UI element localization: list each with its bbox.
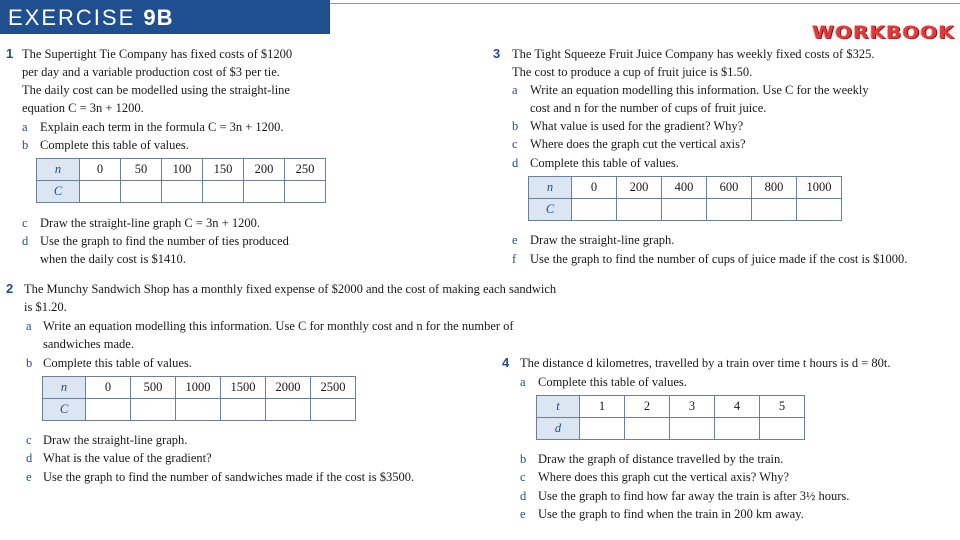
q3-line-2: The cost to produce a cup of fruit juice is $1.50.: [512, 65, 753, 79]
q3f-text: Use the graph to find the number of cups of juice made if the cost is $1000.: [530, 252, 908, 266]
q4-line-1: The distance d kilometres, travelled by a train over time t hours is d = 80t.: [520, 356, 891, 370]
q4b-text: Draw the graph of distance travelled by the train.: [538, 452, 784, 466]
q2-table-blank-cell[interactable]: [131, 399, 176, 421]
q1-table-cell: 150: [203, 159, 244, 181]
q3-table-cell: 600: [707, 177, 752, 199]
q2-table-cell: 1000: [176, 377, 221, 399]
q4e-label: e: [520, 507, 526, 521]
q1-number: 1: [6, 46, 14, 61]
q3-table-head-n: n: [529, 177, 572, 199]
q2d-label: d: [26, 451, 33, 465]
q2-table-row-n: [43, 377, 356, 399]
q2-line-2: is $1.20.: [24, 300, 67, 314]
header-rule: [330, 3, 960, 4]
q3-table-row-c: [529, 199, 842, 221]
q1-table-head-c: C: [37, 181, 80, 203]
q2b-text: Complete this table of values.: [43, 356, 192, 370]
q2c-label: c: [26, 433, 32, 447]
q4-table-blank-cell[interactable]: [715, 418, 760, 440]
q4-table: [536, 395, 805, 440]
q3-table-cell: 400: [662, 177, 707, 199]
q2-table-cell: 0: [86, 377, 131, 399]
q2-line-1: The Munchy Sandwich Shop has a monthly fixed expense of $2000 and the cost of making each sandwich: [24, 282, 557, 296]
q2a-label: a: [26, 319, 32, 333]
q3-table-cell: 0: [572, 177, 617, 199]
q2-table-blank-cell[interactable]: [266, 399, 311, 421]
q1a-label: a: [22, 120, 28, 134]
q2-table-blank-cell[interactable]: [221, 399, 266, 421]
q1b-text: Complete this table of values.: [40, 138, 189, 152]
q1b-label: b: [22, 138, 29, 152]
q4a-label: a: [520, 375, 526, 389]
q4-number: 4: [502, 355, 510, 370]
q1-table-head-n: n: [37, 159, 80, 181]
q1-table-cell: 200: [244, 159, 285, 181]
q4d-text: Use the graph to find how far away the train is after 3½ hours.: [538, 489, 850, 503]
q2-table-cell: 2000: [266, 377, 311, 399]
q3-table-head-c: C: [529, 199, 572, 221]
q3-table-blank-cell[interactable]: [752, 199, 797, 221]
q2-table-blank-cell[interactable]: [86, 399, 131, 421]
q1-table-blank-cell[interactable]: [80, 181, 121, 203]
q1d-text: Use the graph to find the number of ties produced: [40, 234, 289, 248]
q4-table-cell: 5: [760, 396, 805, 418]
q1-table-blank-cell[interactable]: [162, 181, 203, 203]
q2d-text: What is the value of the gradient?: [43, 451, 212, 465]
q4-table-cell: 4: [715, 396, 760, 418]
q3c-label: c: [512, 137, 518, 151]
q1-line-3: The daily cost can be modelled using the straight-line: [22, 83, 290, 97]
q1-table-cell: 50: [121, 159, 162, 181]
q2a-text-2: sandwiches made.: [43, 337, 134, 351]
q4d-label: d: [520, 489, 527, 503]
q1-table-blank-cell[interactable]: [203, 181, 244, 203]
q3-line-1: The Tight Squeeze Fruit Juice Company has weekly fixed costs of $325.: [512, 47, 875, 61]
q3-table-cell: 1000: [797, 177, 842, 199]
q2e-text: Use the graph to find the number of sandwiches made if the cost is $3500.: [43, 470, 415, 484]
q4-table-blank-cell[interactable]: [670, 418, 715, 440]
q4-table-head-t: t: [537, 396, 580, 418]
title-word: EXERCISE: [8, 5, 136, 30]
q1-line-4: equation C = 3n + 1200.: [22, 101, 144, 115]
q3d-text: Complete this table of values.: [530, 156, 679, 170]
q3d-label: d: [512, 156, 519, 170]
q3-table-blank-cell[interactable]: [617, 199, 662, 221]
q1-table-row-c: [37, 181, 326, 203]
q1-table-blank-cell[interactable]: [285, 181, 326, 203]
q1c-text: Draw the straight-line graph C = 3n + 1200.: [40, 216, 260, 230]
workbook-badge: WORKBOOK: [812, 21, 955, 43]
q4-table-blank-cell[interactable]: [580, 418, 625, 440]
q4-table-cell: 3: [670, 396, 715, 418]
q2-table-cell: 2500: [311, 377, 356, 399]
q3-table-cell: 800: [752, 177, 797, 199]
q2-table: [42, 376, 356, 421]
q2-table-head-n: n: [43, 377, 86, 399]
q2a-text: Write an equation modelling this information. Use C for monthly cost and n for the number of: [43, 319, 514, 333]
q4b-label: b: [520, 452, 527, 466]
q1-table-blank-cell[interactable]: [244, 181, 285, 203]
q3a-text: Write an equation modelling this information. Use C for the weekly: [530, 83, 869, 97]
q1a-text: Explain each term in the formula C = 3n + 1200.: [40, 120, 284, 134]
q4-table-head-d: d: [537, 418, 580, 440]
q1-table-blank-cell[interactable]: [121, 181, 162, 203]
title-code: 9B: [143, 5, 174, 30]
q4e-text: Use the graph to find when the train in 200 km away.: [538, 507, 804, 521]
q3f-label: f: [512, 252, 517, 266]
q1-line-1: The Supertight Tie Company has fixed costs of $1200: [22, 47, 293, 61]
q1d-text-2: when the daily cost is $1410.: [40, 252, 186, 266]
q2-table-cell: 1500: [221, 377, 266, 399]
q3e-label: e: [512, 233, 518, 247]
page-title: [8, 3, 174, 33]
q2-table-row-c: [43, 399, 356, 421]
q4-table-cell: 2: [625, 396, 670, 418]
q2e-label: e: [26, 470, 32, 484]
q1-table-cell: 250: [285, 159, 326, 181]
q2-table-blank-cell[interactable]: [311, 399, 356, 421]
q3b-label: b: [512, 119, 519, 133]
q2-table-cell: 500: [131, 377, 176, 399]
q3-table-blank-cell[interactable]: [707, 199, 752, 221]
q3c-text: Where does the graph cut the vertical axis?: [530, 137, 746, 151]
q3-table-blank-cell[interactable]: [572, 199, 617, 221]
q3b-text: What value is used for the gradient? Why?: [530, 119, 744, 133]
q3e-text: Draw the straight-line graph.: [530, 233, 675, 247]
q4a-text: Complete this table of values.: [538, 375, 687, 389]
q2-table-head-c: C: [43, 399, 86, 421]
q1-line-2: per day and a variable production cost of $3 per tie.: [22, 65, 280, 79]
q1c-label: c: [22, 216, 28, 230]
q4c-label: c: [520, 470, 526, 484]
q2-number: 2: [6, 281, 14, 296]
q4c-text: Where does this graph cut the vertical axis? Why?: [538, 470, 790, 484]
q1-table: [36, 158, 326, 203]
q3-table-cell: 200: [617, 177, 662, 199]
q3-table: [528, 176, 842, 221]
q4-table-row-t: [537, 396, 805, 418]
q3-number: 3: [493, 46, 501, 61]
q3-table-blank-cell[interactable]: [797, 199, 842, 221]
q1d-label: d: [22, 234, 29, 248]
q3a-label: a: [512, 83, 518, 97]
q2-table-blank-cell[interactable]: [176, 399, 221, 421]
q2c-text: Draw the straight-line graph.: [43, 433, 188, 447]
q4-table-row-d: [537, 418, 805, 440]
q1-table-cell: 0: [80, 159, 121, 181]
q4-table-blank-cell[interactable]: [625, 418, 670, 440]
q2b-label: b: [26, 356, 33, 370]
q3-table-row-n: [529, 177, 842, 199]
q4-table-cell: 1: [580, 396, 625, 418]
q1-table-row-n: [37, 159, 326, 181]
q3a-text-2: cost and n for the number of cups of fruit juice.: [530, 101, 767, 115]
q3-table-blank-cell[interactable]: [662, 199, 707, 221]
q4-table-blank-cell[interactable]: [760, 418, 805, 440]
q1-table-cell: 100: [162, 159, 203, 181]
